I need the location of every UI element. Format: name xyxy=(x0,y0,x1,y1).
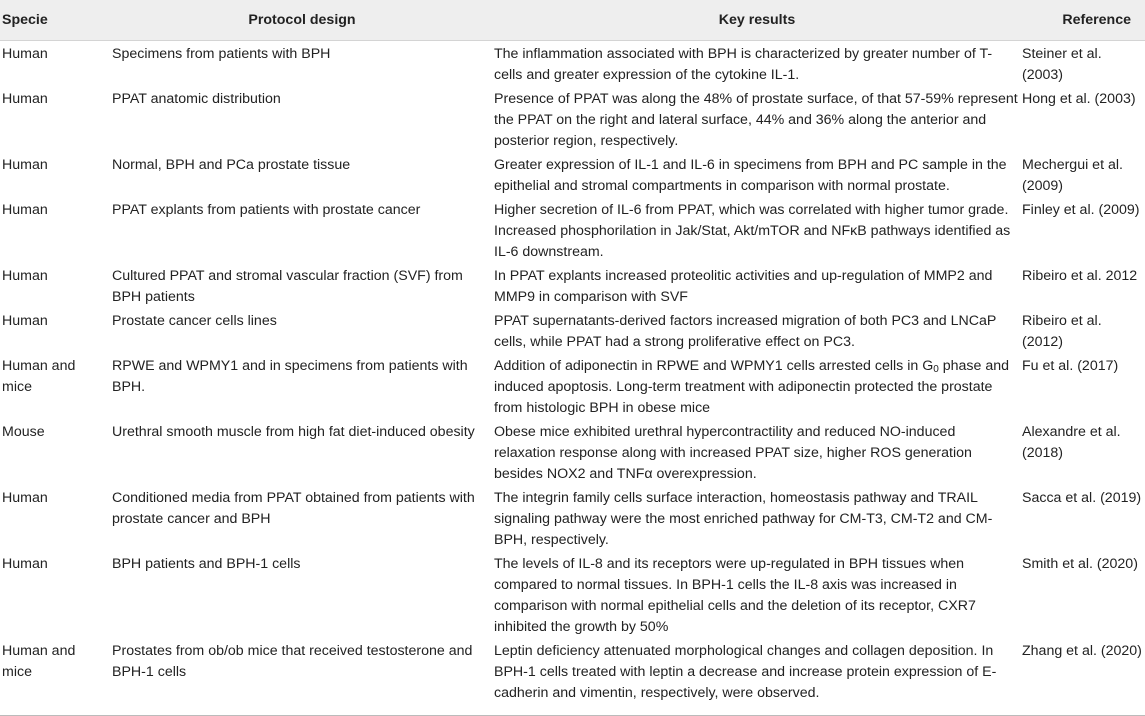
cell-protocol: Specimens from patients with BPH xyxy=(112,46,331,62)
cell-results xyxy=(494,353,1020,419)
cell-protocol: Conditioned media from PPAT obtained from patients with prostate cancer and BPH xyxy=(112,490,475,527)
cell-specie: Human xyxy=(2,91,48,107)
cell-reference: Finley et al. (2009) xyxy=(1022,202,1140,218)
cell-reference: Mechergui et al. (2009) xyxy=(1022,157,1123,194)
cell-results: The inflammation associated with BPH is characterized by greater number of T-cells and greater expression of the cytokine IL-1. xyxy=(494,46,993,83)
cell-protocol: PPAT anatomic distribution xyxy=(112,91,281,107)
header-specie: Specie xyxy=(0,0,110,41)
table-row xyxy=(0,152,1145,197)
cell-specie: Human xyxy=(2,46,48,62)
cell-protocol: Prostates from ob/ob mice that received testosterone and BPH-1 cells xyxy=(110,638,494,716)
table-row xyxy=(0,308,1145,353)
table-row xyxy=(0,638,1145,716)
cell-specie: Mouse xyxy=(2,424,45,440)
cell-protocol: BPH patients and BPH-1 cells xyxy=(112,556,301,572)
cell-reference: Smith et al. (2020) xyxy=(1022,556,1138,572)
cell-results: PPAT supernatants-derived factors increased migration of both PC3 and LNCaP cells, while PPAT had a strong proliferative effect on PC3. xyxy=(494,313,997,350)
table-row xyxy=(0,485,1145,551)
table-row xyxy=(0,197,1145,263)
results-text-post: phase and induced apoptosis. Long-term treatment with adiponectin protected the prostate from histologic BPH in obese mice xyxy=(494,358,1010,416)
cell-results: Obese mice exhibited urethral hypercontractility and reduced NO-induced relaxation response along with increased PPAT size, higher ROS generation besides NOX2 and TNFα overexpression. xyxy=(494,424,972,482)
cell-reference: Steiner et al. (2003) xyxy=(1022,46,1102,83)
cell-specie: Human xyxy=(2,313,48,329)
header-reference: Reference xyxy=(1020,0,1145,41)
header-protocol-design: Protocol design xyxy=(110,0,494,41)
cell-protocol: Urethral smooth muscle from high fat diet-induced obesity xyxy=(112,424,475,440)
cell-reference: Ribeiro et al. 2012 xyxy=(1022,268,1138,284)
cell-protocol: Prostate cancer cells lines xyxy=(112,313,277,329)
cell-specie: Human and mice xyxy=(2,358,76,395)
table-row xyxy=(0,419,1145,485)
cell-results: Higher secretion of IL-6 from PPAT, which was correlated with higher tumor grade. Increased phosphorilation in Jak/Stat, Akt/mTOR and NFκB pathways identified as IL-6 downstream. xyxy=(494,202,1011,260)
cell-reference: Fu et al. (2017) xyxy=(1022,358,1119,374)
cell-protocol: RPWE and WPMY1 and in specimens from patients with BPH. xyxy=(112,358,468,395)
table-row xyxy=(0,263,1145,308)
table-row xyxy=(0,551,1145,638)
cell-reference: Ribeiro et al. (2012) xyxy=(1022,313,1102,350)
table-row xyxy=(0,353,1145,419)
cell-specie: Human xyxy=(2,202,48,218)
results-text-pre: Addition of adiponectin in RPWE and WPMY1 cells arrested cells in G xyxy=(494,358,934,374)
cell-results: Leptin deficiency attenuated morphological changes and collagen deposition. In BPH-1 cells treated with leptin a decrease and increase protein expression of E-cadherin and vimentin, respectively, were observed. xyxy=(494,638,1020,716)
cell-specie: Human xyxy=(2,490,48,506)
cell-results: Greater expression of IL-1 and IL-6 in specimens from BPH and PC sample in the epithelial and stromal compartments in comparison with normal prostate. xyxy=(494,157,1007,194)
table-row xyxy=(0,86,1145,152)
results-subscript: 0 xyxy=(933,364,939,375)
cell-specie: Human xyxy=(2,556,48,572)
cell-protocol: PPAT explants from patients with prostate cancer xyxy=(112,202,421,218)
cell-reference: Zhang et al. (2020) xyxy=(1020,638,1145,716)
cell-results: The integrin family cells surface interaction, homeostasis pathway and TRAIL signaling pathway were the most enriched pathway for CM-T3, CM-T2 and CM-BPH, respectively. xyxy=(494,490,993,548)
cell-results: The levels of IL-8 and its receptors were up-regulated in BPH tissues when compared to normal tissues. In BPH-1 cells the IL-8 axis was increased in comparison with normal epithelial cells and the deletion of its receptor, CXR7 inhibited the growth by 50% xyxy=(494,556,976,635)
table-body xyxy=(0,41,1145,716)
table-row xyxy=(0,41,1145,87)
header-row xyxy=(0,0,1145,41)
cell-reference: Hong et al. (2003) xyxy=(1022,91,1136,107)
header-key-results: Key results xyxy=(494,0,1020,41)
cell-results: In PPAT explants increased proteolitic activities and up-regulation of MMP2 and MMP9 in comparison with SVF xyxy=(494,268,993,305)
table-header xyxy=(0,0,1145,41)
cell-protocol: Normal, BPH and PCa prostate tissue xyxy=(112,157,351,173)
cell-reference: Sacca et al. (2019) xyxy=(1022,490,1142,506)
cell-specie: Human xyxy=(2,268,48,284)
cell-protocol: Cultured PPAT and stromal vascular fraction (SVF) from BPH patients xyxy=(112,268,463,305)
cell-specie: Human and mice xyxy=(0,638,110,716)
cell-specie: Human xyxy=(2,157,48,173)
cell-results: Presence of PPAT was along the 48% of prostate surface, of that 57-59% represent the PPAT on the right and lateral surface, 44% and 36% along the anterior and posterior region, respectively. xyxy=(494,91,1018,149)
cell-reference: Alexandre et al. (2018) xyxy=(1022,424,1121,461)
